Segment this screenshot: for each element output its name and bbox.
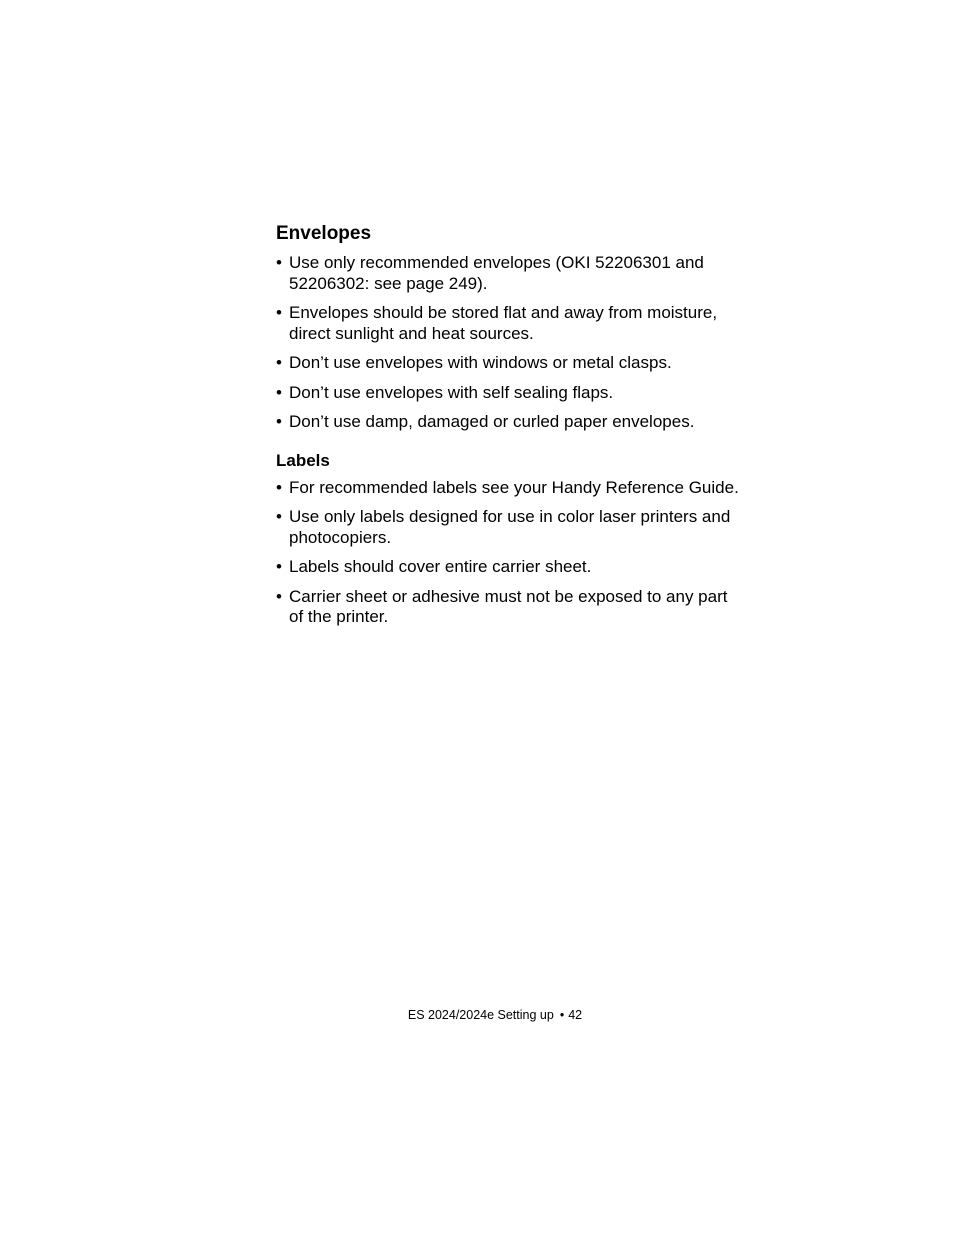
list-item-text: Envelopes should be stored flat and away from moisture, direct sunlight and heat sources. — [289, 303, 718, 343]
bullet: • — [276, 507, 282, 526]
bullet: • — [276, 557, 282, 576]
bullet: • — [276, 412, 282, 431]
list-item — [276, 587, 746, 628]
bullet: • — [276, 353, 282, 372]
list-item-text: Use only recommended envelopes (OKI 52206301 and 52206302: see page 249). — [289, 253, 704, 293]
list-item-text: Use only labels designed for use in color laser printers and photocopiers. — [289, 507, 731, 547]
bullet: • — [276, 303, 282, 322]
list-item — [276, 557, 746, 578]
list-item — [276, 478, 746, 499]
bullet: • — [276, 253, 282, 272]
bullet: • — [276, 586, 282, 606]
envelopes-list — [276, 253, 746, 433]
list-item-text: Carrier sheet or adhesive must not be exposed to any part of the printer. — [289, 586, 728, 626]
list-item — [276, 253, 746, 294]
list-item — [276, 507, 746, 548]
list-item — [276, 303, 746, 344]
list-item — [276, 412, 746, 433]
list-item-text: For recommended labels see your Handy Reference Guide. — [289, 477, 739, 497]
labels-list — [276, 478, 746, 628]
footer-title: ES 2024/2024e Setting up — [407, 1008, 554, 1022]
list-item-text: Don’t use damp, damaged or curled paper envelopes. — [289, 412, 695, 431]
envelopes-heading: Envelopes — [276, 223, 372, 244]
list-item-text: Labels should cover entire carrier sheet. — [289, 557, 592, 576]
list-item — [276, 353, 746, 374]
footer-separator: • — [559, 1008, 565, 1022]
bullet: • — [276, 382, 282, 402]
page-number: 42 — [568, 1008, 583, 1022]
page-content — [276, 221, 746, 637]
list-item-text: Don’t use envelopes with windows or metal clasps. — [289, 353, 672, 372]
labels-heading: Labels — [276, 450, 330, 470]
list-item-text: Don’t use envelopes with self sealing flaps. — [289, 382, 614, 402]
list-item — [276, 383, 746, 404]
page-footer — [0, 1007, 954, 1023]
bullet: • — [276, 477, 282, 497]
